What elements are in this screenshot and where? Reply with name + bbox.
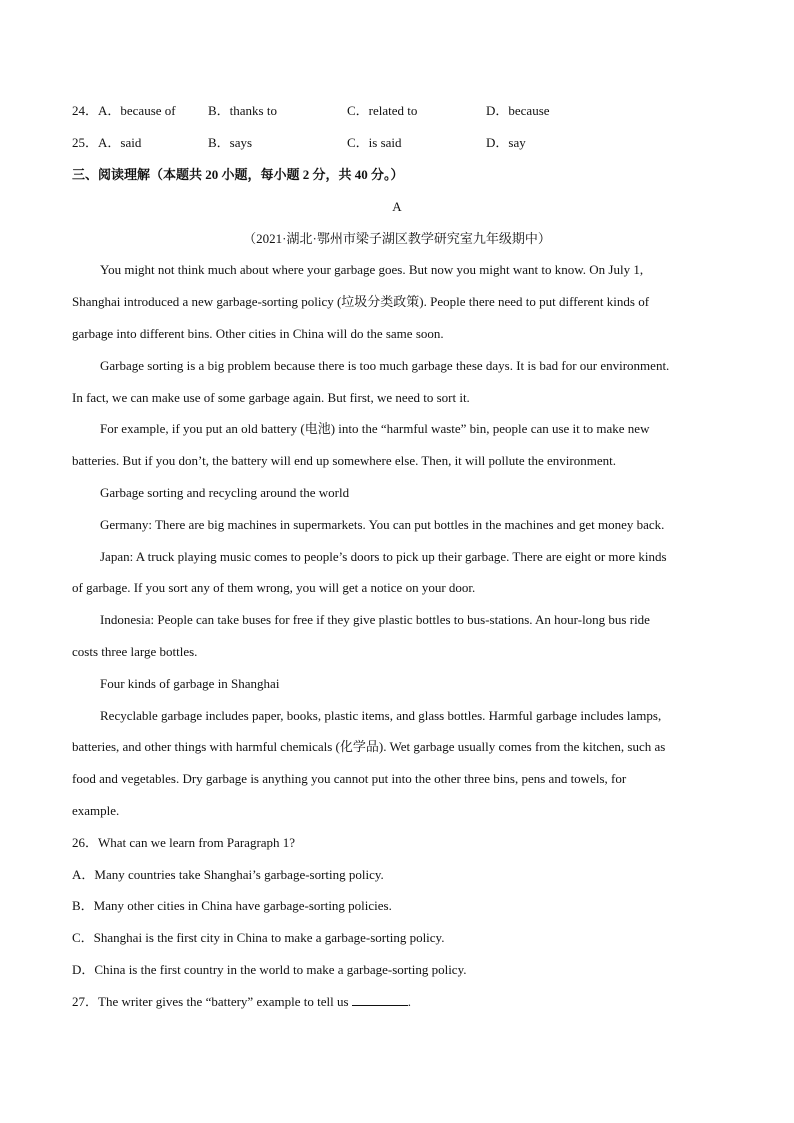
paragraph-indonesia-line-2: costs three large bottles. bbox=[72, 644, 198, 659]
question-27-end: . bbox=[407, 994, 412, 1009]
question-26-option-b: B．Many other cities in China have garbage-sorting policies. bbox=[72, 898, 392, 913]
answer-blank bbox=[352, 994, 408, 1006]
option-a: A．because of bbox=[98, 103, 176, 118]
paragraph-1-line-3: garbage into different bins. Other cities in China will do the same soon. bbox=[72, 326, 444, 341]
option-d: D．because bbox=[486, 103, 550, 118]
paragraph-2-line-1: Garbage sorting is a big problem because there is too much garbage these days. It is bad for our environment. bbox=[100, 358, 670, 373]
option-b: B．thanks to bbox=[208, 103, 277, 118]
paragraph-2-line-2: In fact, we can make use of some garbage again. But first, we need to sort it. bbox=[72, 390, 470, 405]
paragraph-kinds-line-4: example. bbox=[72, 803, 120, 818]
question-26-option-c: C．Shanghai is the first city in China to make a garbage-sorting policy. bbox=[72, 930, 445, 945]
paragraph-kinds-line-3: food and vegetables. Dry garbage is anything you cannot put into the other three bins, pens and towels, for bbox=[72, 771, 627, 786]
paragraph-indonesia-line-1: Indonesia: People can take buses for free if they give plastic bottles to bus-stations. An hour-long bus ride bbox=[100, 612, 650, 627]
question-26-stem: 26．What can we learn from Paragraph 1? bbox=[72, 835, 296, 850]
paragraph-kinds-line-1: Recyclable garbage includes paper, books, plastic items, and glass bottles. Harmful garbage includes lamps, bbox=[100, 708, 662, 723]
question-number: 25． bbox=[72, 135, 99, 150]
subheading-shanghai: Four kinds of garbage in Shanghai bbox=[100, 676, 280, 691]
option-d: D．say bbox=[486, 135, 526, 150]
passage-label: A bbox=[392, 199, 402, 214]
option-c: C．related to bbox=[347, 103, 418, 118]
section-heading: 三、阅读理解（本题共 20 小题，每小题 2 分，共 40 分。） bbox=[72, 167, 404, 182]
paragraph-1-line-2: Shanghai introduced a new garbage-sorting policy (垃圾分类政策). People there need to put different kinds of bbox=[72, 294, 650, 309]
paragraph-3-line-2: batteries. But if you don’t, the battery will end up somewhere else. Then, it will pollute the environment. bbox=[72, 453, 616, 468]
paragraph-1-line-1: You might not think much about where your garbage goes. But now you might want to know. On July 1, bbox=[100, 262, 644, 277]
option-b: B．says bbox=[208, 135, 253, 150]
question-27 bbox=[72, 994, 411, 1010]
option-c: C．is said bbox=[347, 135, 402, 150]
paragraph-germany: Germany: There are big machines in supermarkets. You can put bottles in the machines and get money back. bbox=[100, 517, 665, 532]
option-a: A．said bbox=[98, 135, 142, 150]
paragraph-japan-line-2: of garbage. If you sort any of them wrong, you will get a notice on your door. bbox=[72, 580, 476, 595]
question-number: 24． bbox=[72, 103, 99, 118]
question-27-stem: 27．The writer gives the “battery” example to tell us bbox=[72, 994, 349, 1009]
question-26-option-a: A．Many countries take Shanghai’s garbage-sorting policy. bbox=[72, 867, 384, 882]
paragraph-japan-line-1: Japan: A truck playing music comes to people’s doors to pick up their garbage. There are eight or more kinds bbox=[100, 549, 667, 564]
passage-source: （2021·湖北·鄂州市梁子湖区教学研究室九年级期中） bbox=[243, 231, 551, 246]
paragraph-3-line-1: For example, if you put an old battery (电池) into the “harmful waste” bin, people can use it to make new bbox=[100, 421, 650, 436]
question-26-option-d: D．China is the first country in the world to make a garbage-sorting policy. bbox=[72, 962, 467, 977]
paragraph-kinds-line-2: batteries, and other things with harmful chemicals (化学品). Wet garbage usually comes from the kitchen, such as bbox=[72, 739, 666, 754]
subheading-around-world: Garbage sorting and recycling around the world bbox=[100, 485, 350, 500]
